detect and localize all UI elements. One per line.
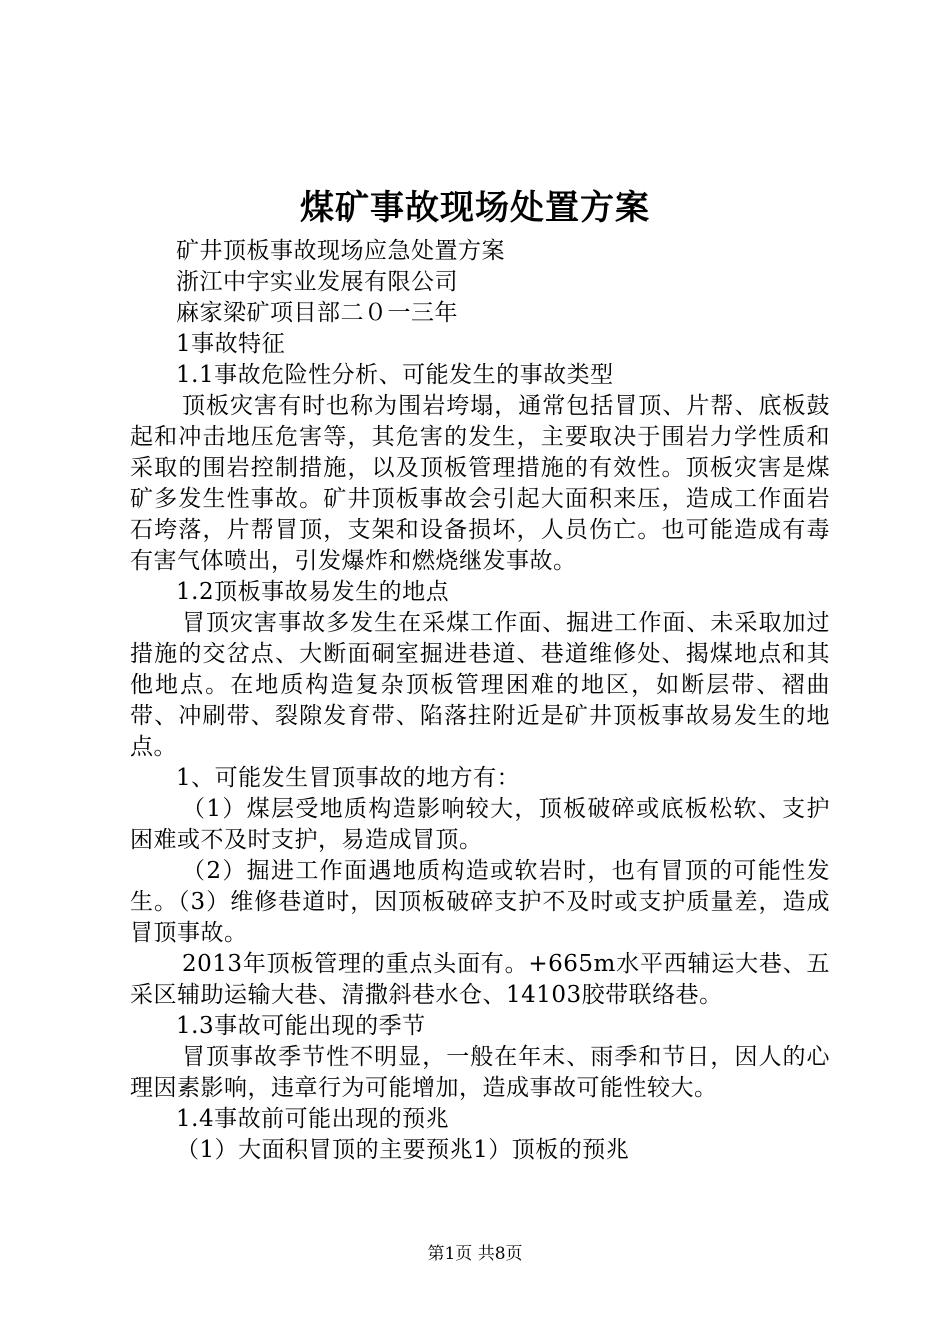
- paragraph: 2013年顶板管理的重点头面有。+665m水平西辅运大巷、五采区辅助运输大巷、清撒斜巷水仓、14103胶带联络巷。: [130, 951, 830, 1008]
- paragraph-project-date: 麻家梁矿项目部二０一三年: [176, 300, 458, 326]
- paragraph: 顶板灾害有时也称为围岩垮塌，通常包括冒顶、片帮、底板鼓起和冲击地压危害等，其危害的发生，主要取决于围岩力学性质和采取的围岩控制措施，以及顶板管理措施的有效性。顶板灾害是煤矿多发生性事故。矿井顶板事故会引起大面积来压，造成工作面岩石垮落，片帮冒顶，支架和设备损坏，人员伤亡。也可能造成有毒有害气体喷出，引发爆炸和燃烧继发事故。: [130, 393, 830, 574]
- subsection-heading: 1.4事故前可能出现的预兆: [176, 1106, 450, 1132]
- section-heading: 1事故特征: [176, 331, 286, 357]
- page-footer: 第1页 共8页: [427, 1244, 523, 1264]
- paragraph: 冒顶事故季节性不明显，一般在年末、雨季和节日，因人的心理因素影响，违章行为可能增加，造成事故可能性较大。: [130, 1044, 830, 1101]
- document-body: [130, 236, 830, 1166]
- subsection-heading: 1.3事故可能出现的季节: [176, 1013, 426, 1039]
- list-item: （1）大面积冒顶的主要预兆1）顶板的预兆: [176, 1137, 630, 1163]
- list-item: （2）掘进工作面遇地质构造或软岩时，也有冒顶的可能性发生。（3）维修巷道时，因顶板破碎支护不及时或支护质量差，造成冒顶事故。: [130, 858, 830, 946]
- subsection-heading: 1.2顶板事故易发生的地点: [176, 579, 450, 605]
- list-item: （1）煤层受地质构造影响较大，顶板破碎或底板松软、支护困难或不及时支护，易造成冒顶。: [130, 796, 830, 853]
- paragraph-subtitle: 矿井顶板事故现场应急处置方案: [176, 238, 505, 264]
- document-title: 煤矿事故现场处置方案: [300, 188, 650, 228]
- paragraph: 冒顶灾害事故多发生在采煤工作面、掘进工作面、未采取加过措施的交岔点、大断面硐室掘进巷道、巷道维修处、揭煤地点和其他地点。在地质构造复杂顶板管理困难的地区，如断层带、褶曲带、冲刷带、裂隙发育带、陷落拄附近是矿井顶板事故易发生的地点。: [130, 610, 830, 760]
- list-heading: 1、可能发生冒顶事故的地方有：: [176, 765, 521, 791]
- subsection-heading: 1.1事故危险性分析、可能发生的事故类型: [176, 362, 614, 388]
- paragraph-company: 浙江中宇实业发展有限公司: [176, 269, 458, 295]
